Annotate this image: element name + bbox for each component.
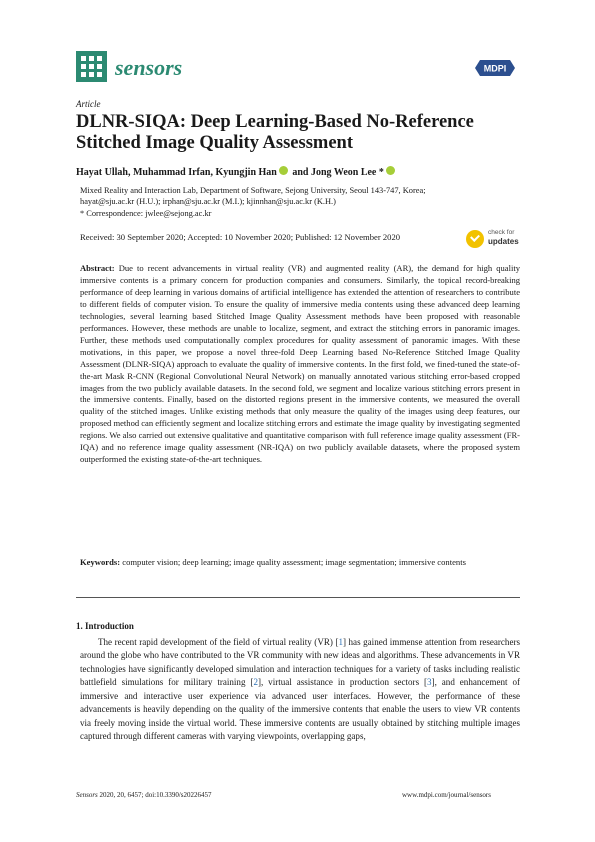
footer-citation-text: 2020, 20, 6457; doi:10.3390/s20226457 (97, 791, 212, 799)
orcid-icon[interactable] (386, 166, 395, 175)
affiliation-emails: hayat@sju.ac.kr (H.U.); irphan@sju.ac.kr (M.I.); kjinnhan@sju.ac.kr (K.H.) (80, 197, 336, 206)
keywords (80, 556, 520, 568)
check-updates-line2: updates (488, 237, 519, 246)
footer-citation (76, 791, 212, 799)
section-heading: 1. Introduction (76, 621, 134, 631)
orcid-icon[interactable] (279, 166, 288, 175)
check-for-updates-badge[interactable] (466, 228, 526, 250)
section-divider (76, 597, 520, 598)
authors-part1: Hayat Ullah, Muhammad Irfan, Kyungjin Han (76, 167, 277, 178)
keywords-label: Keywords: (80, 557, 121, 567)
article-type: Article (76, 99, 101, 109)
correspondence: * Correspondence: jwlee@sejong.ac.kr (80, 209, 212, 218)
text-segment: ] has gained immense attention from researchers around the globe who have contributed to the VR community with new ideas and algorithms. These advancements in VR technologies have significantly developed simulation and interaction techniques for a variety of tasks including realistic battlefield simulations for military training [ (80, 637, 520, 688)
sensors-logo-icon (76, 51, 107, 82)
abstract-label: Abstract: (80, 263, 115, 273)
text-segment: ], virtual assistance in production sectors [ (257, 677, 428, 688)
check-updates-line1: check for (488, 229, 515, 236)
footer-url[interactable]: www.mdpi.com/journal/sensors (402, 791, 491, 799)
mdpi-logo-text: MDPI (483, 63, 507, 74)
mdpi-logo[interactable] (474, 59, 516, 77)
text-segment: ], and enhancement of immersive and interactive user experience via advanced user interfaces. However, the performance of these advancements is heavily depending on the quality of the immersive contents that enable the users to view VR contents via freely moving inside the virtual world. These immersive contents are usually obtained by stitching multiple images captured through different cameras with varying viewpoints, overlapping gaps, (80, 677, 520, 742)
text-segment: The recent rapid development of the field of virtual reality (VR) [ (98, 637, 339, 647)
paragraph (80, 636, 520, 744)
abstract-text: Due to recent advancements in virtual reality (VR) and augmented reality (AR), the demand for high quality immersive contents is a primary concern for production companies and consumers. Similarly, the topical record-breaking performance of deep learning in various domains of artificial intelligence has extended the attention of researchers to contribute to different fields of computer vision. To ensure the quality of immersive media contents using these advanced deep learning technologies, several learning based Stitched Image Quality Assessment methods have been proposed with reasonable performances. However, these methods are unable to localize, segment, and extract the stitching errors in panoramic images. Further, these methods used computationally complex procedures for quality assessment of panoramic images. With these motivations, in this paper, we propose a novel three-fold Deep Learning based No-Reference Stitched Image Quality Assessment (DLNR-SIQA) approach to evaluate the quality of immersive contents. In the first fold, we fined-tuned the state-of-the-art Mask R-CNN (Regional Convolutional Neural Network) on manually annotated various stitching error-based cropped images from the two publicly available datasets. In the second fold, we segment and localize various stitching errors present in the immersive contents. Finally, based on the distorted regions present in the immersive contents, we measured the overall quality of the stitched images. Unlike existing methods that only measure the quality of the images using deep features, our proposed method can efficiently segment and localize stitching errors and estimate the image quality by investigating segmented regions. We also carried out extensive qualitative and quantitative comparison with full reference image quality assessment (FR-IQA) and no reference image quality assessment (NR-IQA) on two publicly available datasets, where the proposed system outperformed the existing state-of-the-art techniques. (80, 263, 520, 465)
introduction-body (80, 636, 520, 744)
citation-link[interactable]: 3 (427, 677, 432, 688)
author-list (76, 166, 397, 178)
footer-journal: Sensors (76, 791, 98, 799)
citation-link[interactable]: 2 (253, 677, 258, 688)
affiliation-line: Mixed Reality and Interaction Lab, Department of Software, Sejong University, Seoul 143-747, Korea; (80, 186, 426, 195)
check-updates-icon (466, 230, 484, 248)
authors-part2: and Jong Weon Lee * (289, 167, 384, 178)
citation-link[interactable]: 1 (338, 637, 343, 647)
keywords-text: computer vision; deep learning; image quality assessment; image segmentation; immersive contents (122, 557, 466, 567)
abstract (80, 263, 520, 466)
journal-name: sensors (115, 55, 183, 80)
publication-dates: Received: 30 September 2020; Accepted: 10 November 2020; Published: 12 November 2020 (80, 232, 401, 242)
article-title: DLNR-SIQA: Deep Learning-Based No-Reference Stitched Image Quality Assessment (76, 112, 474, 153)
